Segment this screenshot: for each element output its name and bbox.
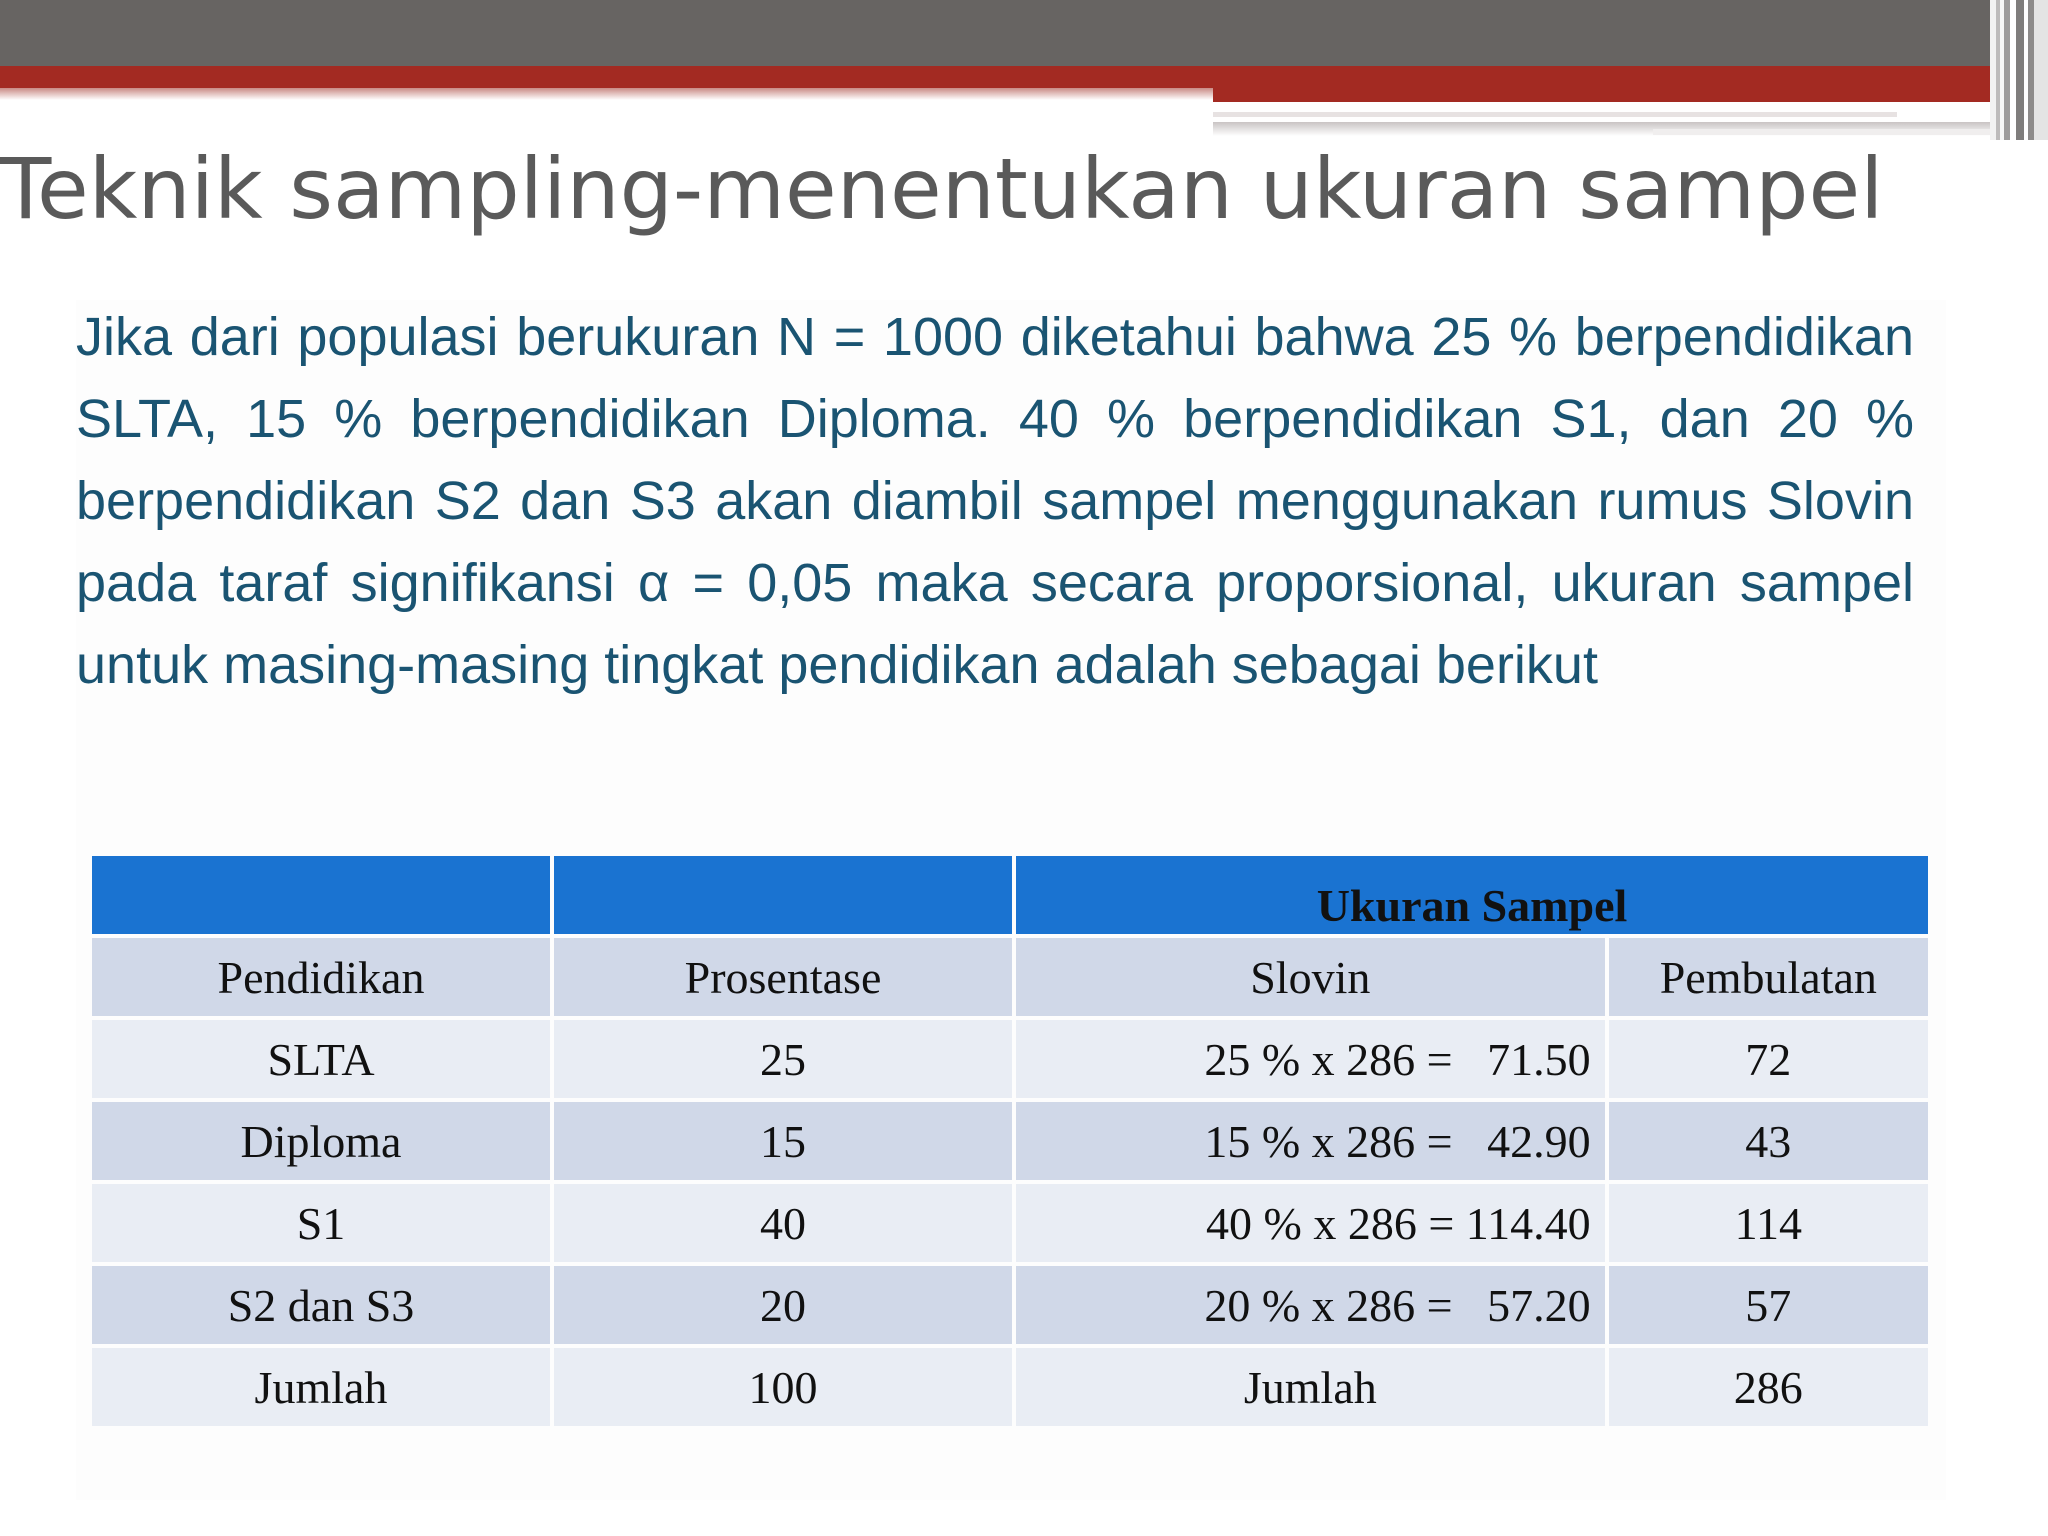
cell-prosentase: 20 bbox=[554, 1266, 1012, 1344]
cell-slovin: 20 % x 286 = 57.20 bbox=[1016, 1266, 1605, 1344]
problem-paragraph: Jika dari populasi berukuran N = 1000 diketahui bahwa 25 % berpendidikan SLTA, 15 % berpendidikan Diploma. 40 % berpendidikan S1, dan 20 % berpendidikan S2 dan S3 akan diambil sampel menggunakan rumus Slovin pada taraf signifikansi α = 0,05 maka secara proporsional, ukuran sampel untuk masing-masing tingkat pendidikan adalah sebagai berikut bbox=[76, 307, 1914, 695]
cell-pembulatan: 114 bbox=[1609, 1184, 1928, 1262]
cell-pendidikan: S2 dan S3 bbox=[92, 1266, 550, 1344]
header-blank-cell bbox=[554, 856, 1012, 934]
slide-title: Teknik sampling-menentukan ukuran sampel bbox=[0, 140, 1884, 238]
sample-size-table bbox=[88, 852, 1932, 1430]
cell-prosentase: 25 bbox=[554, 1020, 1012, 1098]
header-pembulatan: Pembulatan bbox=[1609, 938, 1928, 1016]
cell-pembulatan: 286 bbox=[1609, 1348, 1928, 1426]
header-pendidikan: Pendidikan bbox=[92, 938, 550, 1016]
table-group-header-row bbox=[92, 856, 1928, 934]
cell-prosentase: 40 bbox=[554, 1184, 1012, 1262]
cell-pendidikan: S1 bbox=[92, 1184, 550, 1262]
header-ukuran-sampel: Ukuran Sampel bbox=[1016, 856, 1928, 934]
top-red-bar-left bbox=[0, 66, 1213, 88]
cell-slovin: 15 % x 286 = 42.90 bbox=[1016, 1102, 1605, 1180]
cell-pembulatan: 43 bbox=[1609, 1102, 1928, 1180]
cell-slovin-total-label: Jumlah bbox=[1016, 1348, 1605, 1426]
cell-slovin: 25 % x 286 = 71.50 bbox=[1016, 1020, 1605, 1098]
top-red-bar-right bbox=[1213, 66, 2008, 102]
decorative-line bbox=[1213, 112, 1897, 117]
table-row bbox=[92, 1184, 1928, 1262]
table-header-row bbox=[92, 938, 1928, 1016]
top-gray-bar bbox=[0, 0, 1990, 66]
table-row bbox=[92, 1020, 1928, 1098]
cell-pendidikan: Jumlah bbox=[92, 1348, 550, 1426]
cell-prosentase: 15 bbox=[554, 1102, 1012, 1180]
cell-prosentase: 100 bbox=[554, 1348, 1012, 1426]
header-prosentase: Prosentase bbox=[554, 938, 1012, 1016]
decorative-edge-stripes bbox=[1990, 0, 2048, 140]
decorative-line bbox=[1653, 129, 2008, 135]
cell-pembulatan: 72 bbox=[1609, 1020, 1928, 1098]
top-red-bar-shadow bbox=[0, 88, 1213, 100]
cell-pendidikan: Diploma bbox=[92, 1102, 550, 1180]
header-slovin: Slovin bbox=[1016, 938, 1605, 1016]
cell-pembulatan: 57 bbox=[1609, 1266, 1928, 1344]
cell-slovin: 40 % x 286 = 114.40 bbox=[1016, 1184, 1605, 1262]
table-row bbox=[92, 1102, 1928, 1180]
header-blank-cell bbox=[92, 856, 550, 934]
cell-pendidikan: SLTA bbox=[92, 1020, 550, 1098]
table-row bbox=[92, 1266, 1928, 1344]
table-total-row bbox=[92, 1348, 1928, 1426]
